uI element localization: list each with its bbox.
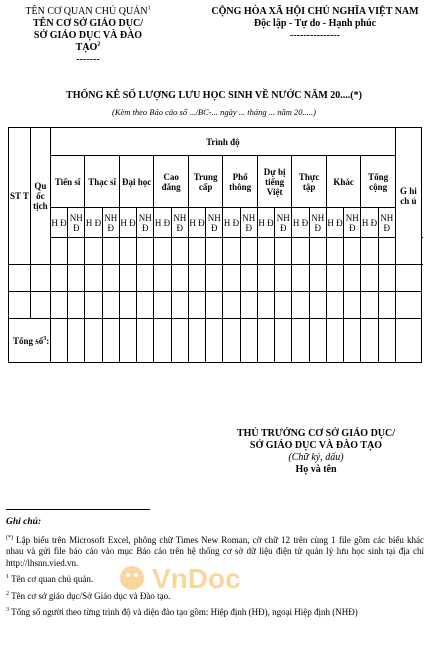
total-cell[interactable] [309,319,326,363]
table-cell[interactable] [9,292,31,319]
table-cell[interactable] [85,265,102,292]
table-cell[interactable] [395,265,421,292]
footnote-ref-1: 1 [147,5,151,12]
table-cell[interactable] [240,265,257,292]
table-cell[interactable] [344,292,361,319]
table-cell[interactable] [292,238,309,265]
level-header: Trung cấp [188,156,223,208]
table-cell[interactable] [188,238,205,265]
table-cell[interactable] [85,292,102,319]
subheader-nhd: NH Đ [68,208,85,238]
subheader-hd: H Đ [326,208,343,238]
subheader-nhd: NH Đ [206,208,223,238]
level-header: Tiến sĩ [50,156,85,208]
note-3-text: Tổng số người theo từng trình độ và diện đào tạo gồm: Hiệp định (HĐ), ngoại Hiệp định (NHĐ) [9,607,358,617]
total-cell[interactable] [223,319,240,363]
col-header-notes: G hi ch ú [395,128,421,265]
note-3 [6,607,424,619]
table-cell[interactable] [85,238,102,265]
mascot-eye-icon [126,573,130,577]
table-cell[interactable] [50,292,67,319]
note-2-mark: 2 [6,590,9,597]
note-star-text: Lập biểu trên Microsoft Excel, phông chữ Times New Roman, cỡ chữ 12 trên cùng 1 file gồm các biểu khác nhau và gửi file báo cáo vào mục Báo cáo trên hệ thống cơ sở dữ liệu điện tử quản lý lưu học sinh tại địa chỉ http://lhsnn.vied.vn. [6,534,424,568]
level-header: Thạc sĩ [85,156,120,208]
notes-divider [6,509,150,510]
table-cell[interactable] [68,265,85,292]
table-total-row [9,319,422,363]
school-name-line3: TẠO [75,42,98,53]
table-row [9,265,422,292]
level-header: Cao đẳng [154,156,189,208]
footnote-ref-3: 3 [43,335,47,342]
table-cell[interactable] [275,292,292,319]
table-cell[interactable] [378,265,395,292]
total-cell[interactable] [326,319,343,363]
table-header-row-1 [9,128,422,156]
subheader-nhd: NH Đ [171,208,188,238]
signature-instruction: (Chữ ký, dấu) [288,452,344,463]
table-row [9,292,422,319]
table-cell[interactable] [344,238,361,265]
total-cell[interactable] [275,319,292,363]
table-cell[interactable] [102,238,119,265]
subheader-hd: H Đ [361,208,378,238]
watermark-text: VnDoc [152,563,241,594]
total-cell[interactable] [154,319,171,363]
signature-title-line2: SỞ GIÁO DỤC VÀ ĐÀO TẠO [249,440,383,451]
table-header-row-3 [9,208,422,238]
header-right-dash: --------------- [290,30,340,41]
table-cell[interactable] [30,265,50,292]
total-cell[interactable] [257,319,274,363]
total-cell[interactable] [206,319,223,363]
table-cell[interactable] [361,238,378,265]
level-header: Phổ thông [223,156,258,208]
total-cell[interactable] [395,319,421,363]
vndoc-watermark-logo [118,560,318,596]
table-header-row-2 [9,156,422,208]
document-title: THỐNG KÊ SỐ LƯỢNG LƯU HỌC SINH VỀ NƯỚC NĂM 20....(*) [66,90,362,101]
table-cell[interactable] [361,265,378,292]
school-name-line1: TÊN CƠ SỞ GIÁO DỤC/ [32,18,143,29]
subheader-hd: H Đ [119,208,136,238]
note-3-mark: 3 [6,607,9,613]
table-cell[interactable] [137,238,154,265]
table-cell[interactable] [9,265,31,292]
national-motto: Độc lập - Tự do - Hạnh phúc [253,18,377,29]
level-header: Thực tập [292,156,327,208]
table-cell[interactable] [378,238,395,265]
subheader-hd: H Đ [292,208,309,238]
total-cell[interactable] [344,319,361,363]
table-cell[interactable] [309,238,326,265]
header-left-dash: ------- [76,54,100,65]
total-cell[interactable] [68,319,85,363]
level-header: Tổng cộng [361,156,396,208]
note-1-text: Tên cơ quan chủ quản. [9,574,94,584]
total-cell[interactable] [240,319,257,363]
table-cell[interactable] [240,238,257,265]
table-cell[interactable] [326,292,343,319]
subheader-nhd: NH Đ [102,208,119,238]
table-cell[interactable] [275,265,292,292]
table-cell[interactable] [171,238,188,265]
table-cell[interactable] [344,265,361,292]
table-cell[interactable] [102,292,119,319]
table-cell[interactable] [68,238,85,265]
table-cell[interactable] [171,265,188,292]
table-cell[interactable] [240,292,257,319]
table-cell[interactable] [309,265,326,292]
subheader-hd: H Đ [223,208,240,238]
table-cell[interactable] [206,265,223,292]
total-cell[interactable] [50,319,67,363]
subheader-hd: H Đ [154,208,171,238]
table-cell[interactable] [137,265,154,292]
table-cell[interactable] [154,238,171,265]
subheader-hd: H Đ [188,208,205,238]
subheader-nhd: NH Đ [344,208,361,238]
table-cell[interactable] [326,238,343,265]
mascot-icon [120,566,144,590]
subheader-hd: H Đ [257,208,274,238]
total-colon: : [46,335,50,346]
table-cell[interactable] [171,292,188,319]
table-cell[interactable] [119,238,136,265]
total-label: Tổng số [13,335,44,346]
statistics-table [8,127,422,363]
table-cell[interactable] [188,265,205,292]
table-cell[interactable] [154,265,171,292]
table-row [9,238,422,265]
table-cell[interactable] [257,265,274,292]
document-subtitle: (Kèm theo Báo cáo số .../BC-... ngày ... tháng ... năm 20.....) [112,107,316,117]
header-left [2,6,174,66]
table-cell[interactable] [292,265,309,292]
total-cell[interactable] [102,319,119,363]
total-cell[interactable] [119,319,136,363]
subheader-nhd: NH Đ [240,208,257,238]
table-cell[interactable] [102,265,119,292]
notes-heading: Ghi chú: [6,517,42,527]
table-cell[interactable] [395,292,421,319]
col-header-trinh-do: Trình độ [50,128,395,156]
table-cell[interactable] [154,292,171,319]
subheader-nhd: NH Đ [309,208,326,238]
subheader-nhd: NH Đ [137,208,154,238]
footnote-ref-2: 2 [97,41,101,48]
table-cell[interactable] [50,265,67,292]
total-cell[interactable] [378,319,395,363]
signature-title-line1: THỦ TRƯỞNG CƠ SỞ GIÁO DỤC/ [236,428,396,439]
note-1-mark: 1 [6,574,9,580]
signature-block [206,428,426,476]
level-header: Khác [326,156,361,208]
table-cell[interactable] [309,292,326,319]
table-cell[interactable] [188,292,205,319]
table-cell[interactable] [206,292,223,319]
table-cell[interactable] [275,238,292,265]
col-header-nationality: Qu ốc tịch [30,128,50,265]
subheader-hd: H Đ [50,208,67,238]
table-cell[interactable] [292,292,309,319]
col-header-stt: ST T [9,128,31,265]
table-cell[interactable] [68,292,85,319]
total-cell[interactable] [137,319,154,363]
total-label-cell [9,319,51,363]
table-cell[interactable] [223,265,240,292]
level-header: Đại học [119,156,154,208]
table-cell[interactable] [378,292,395,319]
subheader-nhd: NH Đ [378,208,395,238]
header-right [206,6,424,42]
mascot-eye-icon [134,573,138,577]
table-cell[interactable] [119,265,136,292]
level-header: Dự bị tiếng Việt [257,156,292,208]
table-cell[interactable] [206,238,223,265]
total-cell[interactable] [292,319,309,363]
national-title: CỘNG HÒA XÃ HỘI CHỦ NGHĨA VIỆT NAM [211,6,419,17]
signature-name: Họ và tên [295,464,337,475]
agency-name: TÊN CƠ QUAN CHỦ QUẢN [25,6,148,17]
table-cell[interactable] [223,238,240,265]
total-cell[interactable] [85,319,102,363]
school-name-line2: SỞ GIÁO DỤC VÀ ĐÀO [33,30,143,41]
table-cell[interactable] [30,292,50,319]
subheader-hd: H Đ [85,208,102,238]
note-star-mark: (*) [6,534,13,541]
note-2-text: Tên cơ sở giáo dục/Sở Giáo dục và Đào tạo. [9,590,171,601]
total-cell[interactable] [361,319,378,363]
total-cell[interactable] [171,319,188,363]
table-cell[interactable] [119,292,136,319]
table-cell[interactable] [50,238,67,265]
subheader-nhd: NH Đ [275,208,292,238]
total-cell[interactable] [188,319,205,363]
table-cell[interactable] [137,292,154,319]
table-cell[interactable] [361,292,378,319]
table-cell[interactable] [326,265,343,292]
table-cell[interactable] [223,292,240,319]
table-cell[interactable] [257,238,274,265]
table-cell[interactable] [257,292,274,319]
